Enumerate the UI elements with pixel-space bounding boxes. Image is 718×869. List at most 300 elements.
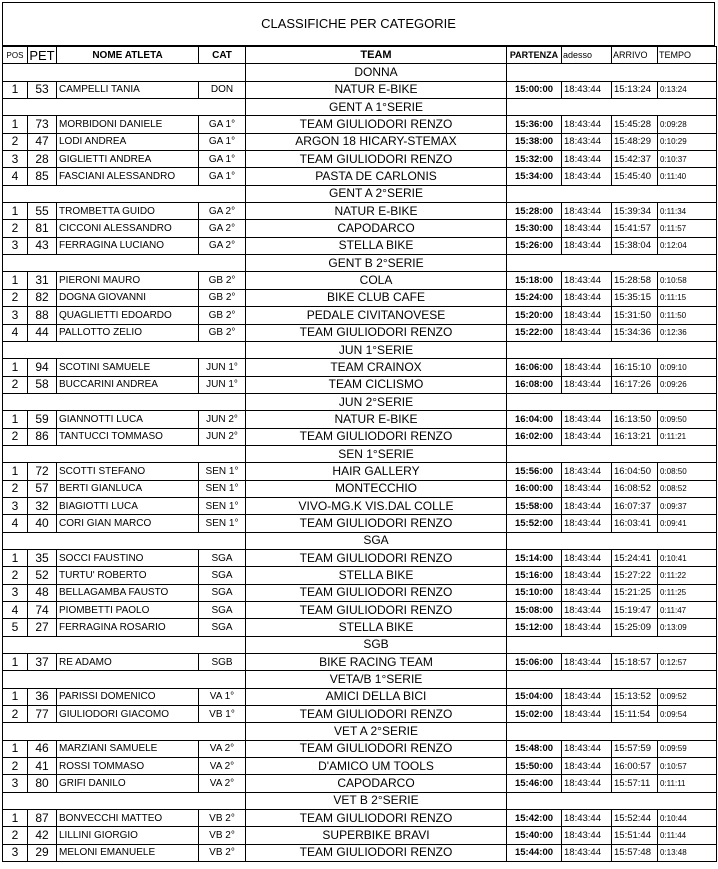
bib-number-cell: 47 [28,133,57,150]
elapsed-time-cell: 0:09:50 [658,411,717,428]
athlete-name-cell: CAMPELLI TANIA [57,81,199,98]
category-row-spacer [507,723,717,740]
category-title: SEN 1°SERIE [246,445,507,462]
athlete-name-cell: GIANNOTTI LUCA [57,411,199,428]
category-cell: SGA [199,602,246,619]
start-time-cell: 15:26:00 [507,237,562,254]
table-row [3,567,717,584]
team-cell: MONTECCHIO [246,480,507,497]
arrival-time-cell: 16:15:10 [612,359,658,376]
elapsed-time-cell: 0:08:52 [658,480,717,497]
position-cell: 3 [3,307,28,324]
category-row-spacer [507,341,717,358]
table-row [3,827,717,844]
start-time-cell: 15:44:00 [507,844,562,861]
position-cell: 2 [3,758,28,775]
athlete-name-cell: SCOTTI STEFANO [57,463,199,480]
current-time-cell: 18:43:44 [562,602,612,619]
current-time-cell: 18:43:44 [562,463,612,480]
category-row-spacer [3,185,246,202]
current-time-cell: 18:43:44 [562,116,612,133]
category-row [3,723,717,740]
category-row-spacer [3,64,246,81]
athlete-name-cell: CORI GIAN MARCO [57,515,199,532]
athlete-name-cell: BONVECCHI MATTEO [57,810,199,827]
category-row-spacer [3,99,246,116]
category-cell: GA 2° [199,237,246,254]
category-cell: JUN 2° [199,411,246,428]
current-time-cell: 18:43:44 [562,411,612,428]
start-time-cell: 15:50:00 [507,758,562,775]
category-cell: SEN 1° [199,463,246,480]
elapsed-time-cell: 0:09:54 [658,706,717,723]
start-time-cell: 15:56:00 [507,463,562,480]
position-cell: 3 [3,497,28,514]
position-cell: 2 [3,220,28,237]
team-cell: TEAM GIULIODORI RENZO [246,428,507,445]
start-time-cell: 15:32:00 [507,151,562,168]
table-row [3,480,717,497]
category-row-spacer [3,255,246,272]
team-cell: TEAM GIULIODORI RENZO [246,151,507,168]
category-cell: SGA [199,549,246,566]
current-time-cell: 18:43:44 [562,428,612,445]
arrival-time-cell: 15:57:48 [612,844,658,861]
elapsed-time-cell: 0:09:26 [658,376,717,393]
position-cell: 2 [3,706,28,723]
position-cell: 1 [3,654,28,671]
start-time-cell: 15:04:00 [507,688,562,705]
athlete-name-cell: FASCIANI ALESSANDRO [57,168,199,185]
category-cell: SGA [199,567,246,584]
team-cell: STELLA BIKE [246,567,507,584]
category-cell: SGA [199,619,246,636]
athlete-name-cell: TURTU' ROBERTO [57,567,199,584]
bib-number-cell: 41 [28,758,57,775]
current-time-cell: 18:43:44 [562,740,612,757]
start-time-cell: 15:00:00 [507,81,562,98]
position-cell: 2 [3,289,28,306]
bib-number-cell: 35 [28,549,57,566]
athlete-name-cell: ROSSI TOMMASO [57,758,199,775]
athlete-name-cell: FERRAGINA ROSARIO [57,619,199,636]
position-cell: 2 [3,376,28,393]
category-row-spacer [507,532,717,549]
position-cell: 2 [3,827,28,844]
start-time-cell: 15:14:00 [507,549,562,566]
category-cell: GA 1° [199,168,246,185]
elapsed-time-cell: 0:13:24 [658,81,717,98]
elapsed-time-cell: 0:11:57 [658,220,717,237]
category-cell: VB 2° [199,844,246,861]
arrival-time-cell: 15:42:37 [612,151,658,168]
bib-number-cell: 88 [28,307,57,324]
team-cell: NATUR E-BIKE [246,411,507,428]
athlete-name-cell: GIGLIETTI ANDREA [57,151,199,168]
table-row [3,688,717,705]
current-time-cell: 18:43:44 [562,220,612,237]
table-row [3,237,717,254]
elapsed-time-cell: 0:11:47 [658,602,717,619]
category-cell: GB 2° [199,307,246,324]
elapsed-time-cell: 0:09:10 [658,359,717,376]
table-row [3,619,717,636]
team-cell: BIKE RACING TEAM [246,654,507,671]
athlete-name-cell: GIULIODORI GIACOMO [57,706,199,723]
start-time-cell: 15:36:00 [507,116,562,133]
team-cell: TEAM GIULIODORI RENZO [246,740,507,757]
athlete-name-cell: BUCCARINI ANDREA [57,376,199,393]
bib-number-cell: 94 [28,359,57,376]
elapsed-time-cell: 0:13:48 [658,844,717,861]
team-cell: TEAM CICLISMO [246,376,507,393]
category-cell: VA 2° [199,758,246,775]
category-cell: SEN 1° [199,480,246,497]
table-row [3,549,717,566]
category-cell: JUN 2° [199,428,246,445]
category-cell: VB 1° [199,706,246,723]
category-row-spacer [3,636,246,653]
team-cell: AMICI DELLA BICI [246,688,507,705]
position-cell: 1 [3,203,28,220]
team-cell: TEAM GIULIODORI RENZO [246,810,507,827]
bib-number-cell: 53 [28,81,57,98]
start-time-cell: 16:04:00 [507,411,562,428]
current-time-cell: 18:43:44 [562,480,612,497]
table-row [3,775,717,792]
start-time-cell: 15:58:00 [507,497,562,514]
team-cell: TEAM GIULIODORI RENZO [246,324,507,341]
elapsed-time-cell: 0:09:37 [658,497,717,514]
category-title: JUN 1°SERIE [246,341,507,358]
bib-number-cell: 86 [28,428,57,445]
team-cell: TEAM GIULIODORI RENZO [246,602,507,619]
position-cell: 2 [3,480,28,497]
category-title: GENT A 2°SERIE [246,185,507,202]
table-row [3,497,717,514]
current-time-cell: 18:43:44 [562,549,612,566]
elapsed-time-cell: 0:11:34 [658,203,717,220]
arrival-time-cell: 16:03:41 [612,515,658,532]
position-cell: 1 [3,810,28,827]
header-arrivo: ARRIVO [612,47,658,64]
team-cell: VIVO-MG.K VIS.DAL COLLE [246,497,507,514]
current-time-cell: 18:43:44 [562,567,612,584]
table-row [3,706,717,723]
arrival-time-cell: 15:35:15 [612,289,658,306]
category-row-spacer [3,393,246,410]
category-row [3,393,717,410]
elapsed-time-cell: 0:09:52 [658,688,717,705]
category-cell: GB 2° [199,324,246,341]
start-time-cell: 16:02:00 [507,428,562,445]
arrival-time-cell: 15:48:29 [612,133,658,150]
arrival-time-cell: 15:57:59 [612,740,658,757]
elapsed-time-cell: 0:11:15 [658,289,717,306]
bib-number-cell: 28 [28,151,57,168]
position-cell: 3 [3,844,28,861]
arrival-time-cell: 16:04:50 [612,463,658,480]
category-row-spacer [507,99,717,116]
position-cell: 1 [3,740,28,757]
team-cell: CAPODARCO [246,220,507,237]
current-time-cell: 18:43:44 [562,237,612,254]
current-time-cell: 18:43:44 [562,619,612,636]
position-cell: 1 [3,463,28,480]
title-box [2,2,715,46]
athlete-name-cell: BERTI GIANLUCA [57,480,199,497]
start-time-cell: 15:20:00 [507,307,562,324]
bib-number-cell: 46 [28,740,57,757]
category-row [3,792,717,809]
team-cell: TEAM GIULIODORI RENZO [246,844,507,861]
start-time-cell: 15:24:00 [507,289,562,306]
category-cell: SEN 1° [199,497,246,514]
category-title: SGB [246,636,507,653]
category-cell: GA 2° [199,203,246,220]
arrival-time-cell: 15:27:22 [612,567,658,584]
bib-number-cell: 32 [28,497,57,514]
arrival-time-cell: 15:51:44 [612,827,658,844]
bib-number-cell: 73 [28,116,57,133]
arrival-time-cell: 15:45:40 [612,168,658,185]
current-time-cell: 18:43:44 [562,289,612,306]
position-cell: 4 [3,168,28,185]
team-cell: BIKE CLUB CAFE [246,289,507,306]
arrival-time-cell: 15:11:54 [612,706,658,723]
table-row [3,411,717,428]
team-cell: ARGON 18 HICARY-STEMAX [246,133,507,150]
position-cell: 2 [3,133,28,150]
team-cell: STELLA BIKE [246,619,507,636]
header-team: TEAM [246,47,507,64]
category-row-spacer [3,445,246,462]
athlete-name-cell: MORBIDONI DANIELE [57,116,199,133]
arrival-time-cell: 15:19:47 [612,602,658,619]
current-time-cell: 18:43:44 [562,584,612,601]
position-cell: 4 [3,324,28,341]
current-time-cell: 18:43:44 [562,497,612,514]
athlete-name-cell: PIOMBETTI PAOLO [57,602,199,619]
team-cell: TEAM GIULIODORI RENZO [246,706,507,723]
category-row-spacer [3,723,246,740]
team-cell: COLA [246,272,507,289]
category-row [3,99,717,116]
position-cell: 3 [3,151,28,168]
table-row [3,272,717,289]
athlete-name-cell: QUAGLIETTI EDOARDO [57,307,199,324]
start-time-cell: 15:42:00 [507,810,562,827]
current-time-cell: 18:43:44 [562,706,612,723]
category-row-spacer [507,393,717,410]
current-time-cell: 18:43:44 [562,272,612,289]
arrival-time-cell: 16:13:21 [612,428,658,445]
elapsed-time-cell: 0:12:04 [658,237,717,254]
category-title: DONNA [246,64,507,81]
start-time-cell: 15:12:00 [507,619,562,636]
category-row-spacer [507,255,717,272]
category-row-spacer [507,636,717,653]
header-row [3,47,717,64]
arrival-time-cell: 15:24:41 [612,549,658,566]
table-row [3,428,717,445]
elapsed-time-cell: 0:11:25 [658,584,717,601]
table-row [3,584,717,601]
start-time-cell: 15:40:00 [507,827,562,844]
category-cell: GA 2° [199,220,246,237]
table-row [3,289,717,306]
bib-number-cell: 29 [28,844,57,861]
category-row [3,671,717,688]
category-cell: GB 2° [199,272,246,289]
elapsed-time-cell: 0:10:44 [658,810,717,827]
start-time-cell: 15:10:00 [507,584,562,601]
arrival-time-cell: 15:25:09 [612,619,658,636]
table-row [3,81,717,98]
elapsed-time-cell: 0:12:57 [658,654,717,671]
athlete-name-cell: CICCONI ALESSANDRO [57,220,199,237]
position-cell: 3 [3,584,28,601]
header-tempo: TEMPO [658,47,717,64]
category-row-spacer [3,341,246,358]
current-time-cell: 18:43:44 [562,307,612,324]
table-row [3,133,717,150]
team-cell: NATUR E-BIKE [246,81,507,98]
athlete-name-cell: LILLINI GIORGIO [57,827,199,844]
category-cell: SGA [199,584,246,601]
header-pos: POS [3,47,28,64]
team-cell: PASTA DE CARLONIS [246,168,507,185]
athlete-name-cell: PARISSI DOMENICO [57,688,199,705]
elapsed-time-cell: 0:11:44 [658,827,717,844]
category-cell: SGB [199,654,246,671]
category-title: GENT B 2°SERIE [246,255,507,272]
category-row-spacer [507,185,717,202]
start-time-cell: 15:30:00 [507,220,562,237]
current-time-cell: 18:43:44 [562,688,612,705]
team-cell: TEAM GIULIODORI RENZO [246,584,507,601]
bib-number-cell: 57 [28,480,57,497]
category-row [3,445,717,462]
team-cell: TEAM GIULIODORI RENZO [246,515,507,532]
current-time-cell: 18:43:44 [562,151,612,168]
category-cell: JUN 1° [199,359,246,376]
table-row [3,168,717,185]
current-time-cell: 18:43:44 [562,515,612,532]
bib-number-cell: 72 [28,463,57,480]
start-time-cell: 15:06:00 [507,654,562,671]
elapsed-time-cell: 0:10:29 [658,133,717,150]
table-row [3,810,717,827]
category-cell: GA 1° [199,133,246,150]
table-row [3,740,717,757]
category-row [3,532,717,549]
category-row-spacer [507,64,717,81]
current-time-cell: 18:43:44 [562,654,612,671]
athlete-name-cell: FERRAGINA LUCIANO [57,237,199,254]
arrival-time-cell: 15:21:25 [612,584,658,601]
category-title: VET A 2°SERIE [246,723,507,740]
athlete-name-cell: GRIFI DANILO [57,775,199,792]
category-title: VETA/B 1°SERIE [246,671,507,688]
category-row [3,341,717,358]
current-time-cell: 18:43:44 [562,844,612,861]
bib-number-cell: 48 [28,584,57,601]
current-time-cell: 18:43:44 [562,827,612,844]
category-cell: VA 2° [199,740,246,757]
bib-number-cell: 85 [28,168,57,185]
current-time-cell: 18:43:44 [562,81,612,98]
team-cell: SUPERBIKE BRAVI [246,827,507,844]
category-cell: GA 1° [199,116,246,133]
header-adesso: adesso [562,47,612,64]
table-row [3,463,717,480]
arrival-time-cell: 15:13:24 [612,81,658,98]
table-row [3,602,717,619]
position-cell: 2 [3,567,28,584]
start-time-cell: 15:46:00 [507,775,562,792]
elapsed-time-cell: 0:11:22 [658,567,717,584]
athlete-name-cell: DOGNA GIOVANNI [57,289,199,306]
current-time-cell: 18:43:44 [562,324,612,341]
results-table [2,46,717,862]
position-cell: 1 [3,81,28,98]
table-row [3,654,717,671]
elapsed-time-cell: 0:11:40 [658,168,717,185]
team-cell: PEDALE CIVITANOVESE [246,307,507,324]
team-cell: TEAM CRAINOX [246,359,507,376]
arrival-time-cell: 15:28:58 [612,272,658,289]
category-row-spacer [507,671,717,688]
start-time-cell: 15:18:00 [507,272,562,289]
arrival-time-cell: 16:07:37 [612,497,658,514]
arrival-time-cell: 15:41:57 [612,220,658,237]
elapsed-time-cell: 0:12:36 [658,324,717,341]
start-time-cell: 16:08:00 [507,376,562,393]
athlete-name-cell: TROMBETTA GUIDO [57,203,199,220]
category-cell: DON [199,81,246,98]
bib-number-cell: 59 [28,411,57,428]
arrival-time-cell: 15:52:44 [612,810,658,827]
current-time-cell: 18:43:44 [562,775,612,792]
position-cell: 3 [3,237,28,254]
start-time-cell: 16:06:00 [507,359,562,376]
page-title: CLASSIFICHE PER CATEGORIE [261,16,456,31]
bib-number-cell: 87 [28,810,57,827]
category-title: GENT A 1°SERIE [246,99,507,116]
team-cell: D'AMICO UM TOOLS [246,758,507,775]
table-row [3,116,717,133]
elapsed-time-cell: 0:11:11 [658,775,717,792]
table-row [3,359,717,376]
bib-number-cell: 80 [28,775,57,792]
category-cell: GB 2° [199,289,246,306]
category-row-spacer [3,532,246,549]
start-time-cell: 15:02:00 [507,706,562,723]
bib-number-cell: 31 [28,272,57,289]
category-cell: VB 2° [199,810,246,827]
bib-number-cell: 52 [28,567,57,584]
position-cell: 3 [3,775,28,792]
category-row [3,255,717,272]
elapsed-time-cell: 0:09:41 [658,515,717,532]
position-cell: 1 [3,549,28,566]
start-time-cell: 15:22:00 [507,324,562,341]
category-row-spacer [3,671,246,688]
category-row-spacer [3,792,246,809]
category-cell: VA 1° [199,688,246,705]
athlete-name-cell: LODI ANDREA [57,133,199,150]
